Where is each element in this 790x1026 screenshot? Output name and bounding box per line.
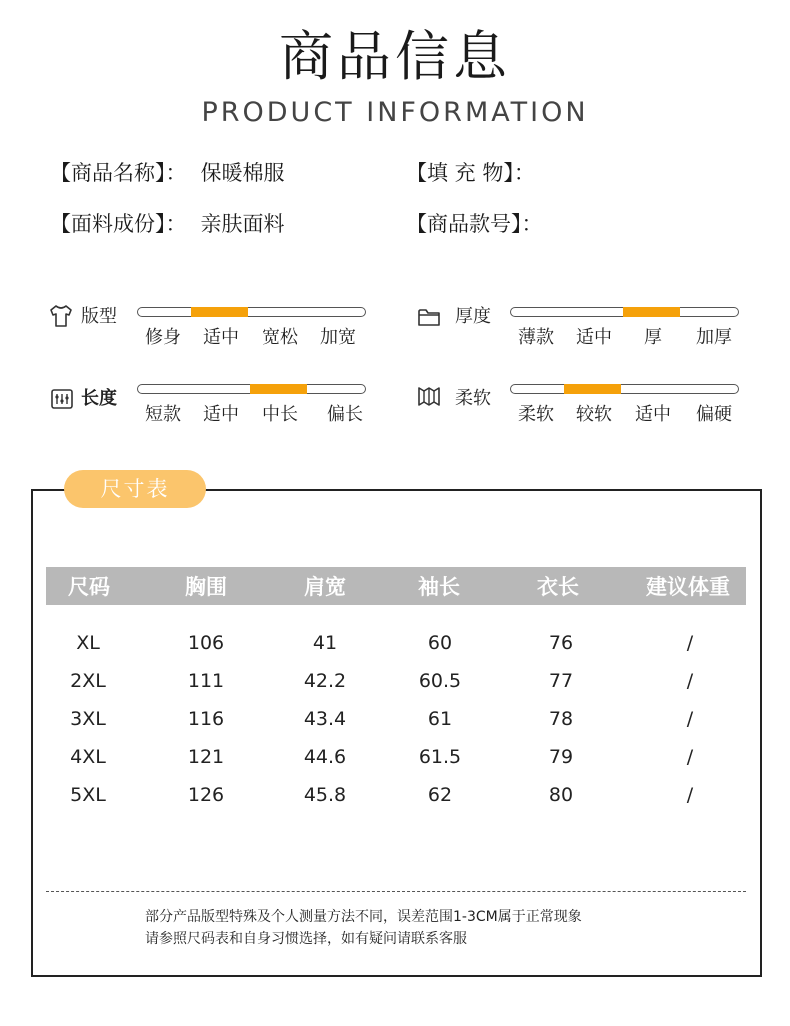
size-table-box (31, 489, 762, 977)
scale-option: 宽松 (262, 327, 298, 348)
td-shoulder: 44.6 (303, 746, 347, 768)
scale-option: 柔软 (518, 404, 554, 425)
info-label: 【面料成份】： (50, 212, 187, 236)
scale-fill (250, 384, 307, 394)
scale-option: 偏长 (327, 404, 363, 425)
folder-icon (416, 304, 442, 334)
td-chest: 116 (187, 708, 225, 730)
attr-scale-length (137, 384, 366, 394)
scale-option: 修身 (145, 327, 181, 348)
scale-option: 适中 (635, 404, 671, 425)
scale-option: 中长 (262, 404, 298, 425)
scale-option: 较软 (576, 404, 612, 425)
td-length: 77 (548, 670, 574, 692)
info-product-name (50, 159, 285, 187)
th-shoulder: 肩宽 (304, 575, 346, 599)
td-chest: 126 (187, 784, 225, 806)
td-chest: 111 (187, 670, 225, 692)
attr-scale-softness (510, 384, 739, 394)
td-shoulder: 43.4 (303, 708, 347, 730)
td-weight: / (686, 746, 694, 768)
td-sleeve: 61 (427, 708, 453, 730)
td-size: 5XL (70, 784, 106, 806)
page-title: 商品信息 (279, 25, 511, 88)
td-size: 4XL (70, 746, 106, 768)
td-chest: 106 (187, 632, 225, 654)
td-length: 78 (548, 708, 574, 730)
attr-scale-thickness (510, 307, 739, 317)
scale-option: 适中 (576, 327, 612, 348)
td-sleeve: 61.5 (418, 746, 462, 768)
attr-label-thickness: 厚度 (455, 306, 491, 327)
scale-fill (623, 307, 680, 317)
info-value: 保暖棉服 (200, 161, 285, 185)
info-label: 【商品款号】： (406, 212, 543, 236)
td-weight: / (686, 784, 694, 806)
td-sleeve: 62 (427, 784, 453, 806)
td-size: XL (76, 632, 100, 654)
fabric-icon (416, 384, 442, 414)
info-label: 【商品名称】： (50, 161, 187, 185)
td-length: 76 (548, 632, 574, 654)
note-line: 请参照尺码表和自身习惯选择，如有疑问请联系客服 (145, 931, 467, 947)
scale-option: 厚 (644, 327, 662, 348)
page-subtitle: PRODUCT INFORMATION (201, 97, 589, 128)
th-weight: 建议体重 (646, 575, 730, 599)
divider (46, 891, 746, 892)
info-filling (406, 159, 549, 187)
th-length: 衣长 (537, 575, 579, 599)
info-value: 亲肤面料 (200, 212, 285, 236)
ruler-icon (49, 386, 75, 416)
th-sleeve: 袖长 (418, 575, 460, 599)
scale-option: 适中 (203, 404, 239, 425)
td-length: 80 (548, 784, 574, 806)
info-style-number (406, 210, 557, 238)
scale-option: 适中 (203, 327, 239, 348)
info-label: 【填 充 物】： (406, 161, 535, 185)
scale-fill (191, 307, 248, 317)
info-fabric (50, 210, 285, 238)
note-line: 部分产品版型特殊及个人测量方法不同，误差范围1-3CM属于正常现象 (145, 909, 582, 925)
scale-option: 加宽 (320, 327, 356, 348)
size-table-badge: 尺寸表 (64, 470, 206, 508)
td-size: 2XL (70, 670, 106, 692)
td-weight: / (686, 708, 694, 730)
td-shoulder: 42.2 (303, 670, 347, 692)
td-chest: 121 (187, 746, 225, 768)
scale-option: 偏硬 (696, 404, 732, 425)
td-length: 79 (548, 746, 574, 768)
th-size: 尺码 (68, 575, 110, 599)
size-table-header (46, 567, 746, 605)
td-sleeve: 60.5 (418, 670, 462, 692)
attr-scale-fit (137, 307, 366, 317)
td-weight: / (686, 632, 694, 654)
attr-label-softness: 柔软 (455, 388, 491, 409)
scale-option: 薄款 (518, 327, 554, 348)
td-weight: / (686, 670, 694, 692)
attr-label-length: 长度 (81, 388, 117, 409)
scale-fill (564, 384, 621, 394)
tshirt-icon (48, 303, 74, 333)
attr-label-fit: 版型 (81, 306, 117, 327)
th-chest: 胸围 (185, 575, 227, 599)
td-size: 3XL (70, 708, 106, 730)
scale-option: 加厚 (696, 327, 732, 348)
td-shoulder: 41 (312, 632, 338, 654)
scale-option: 短款 (145, 404, 181, 425)
td-sleeve: 60 (427, 632, 453, 654)
td-shoulder: 45.8 (303, 784, 347, 806)
